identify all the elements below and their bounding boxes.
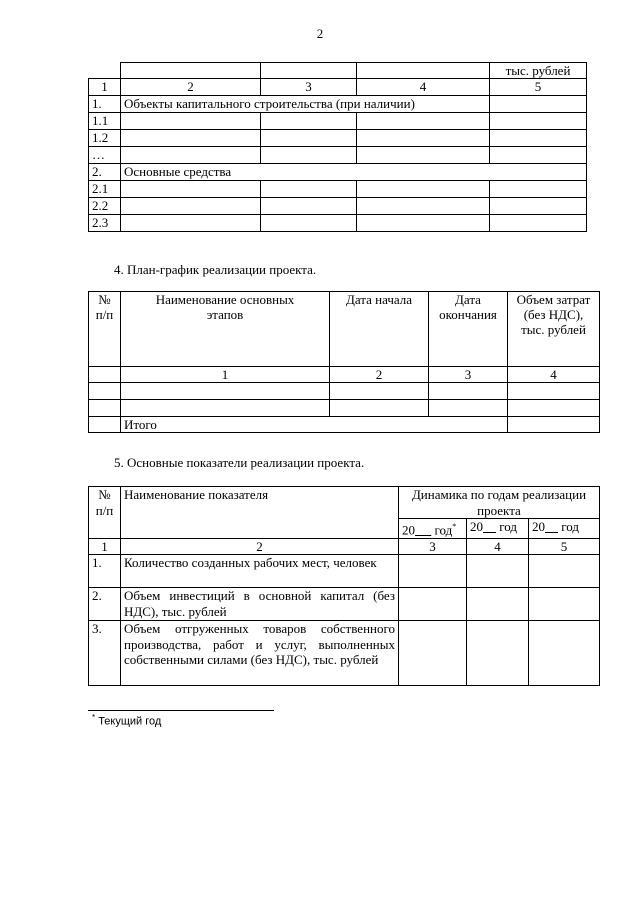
- page-number: 2: [316, 26, 324, 41]
- year-suffix: год: [561, 519, 579, 534]
- year-prefix: 20: [532, 519, 545, 534]
- section-5-heading: 5. Основные показатели реализации проекта.: [114, 455, 365, 470]
- col-num: 1: [89, 79, 121, 96]
- table-row: [89, 96, 587, 113]
- row-name: Основные средства: [121, 164, 587, 181]
- year-suffix: год: [434, 522, 453, 538]
- unit-label: тыс. рублей: [490, 63, 587, 79]
- col-num: 3: [399, 538, 467, 555]
- header-row: [89, 292, 600, 367]
- row-name: Количество созданных рабочих мест, человек: [121, 555, 399, 588]
- unit-row: [89, 63, 587, 79]
- footnote-mark: *: [452, 522, 457, 531]
- col-num: 3: [429, 367, 508, 383]
- column-number-row: [89, 367, 600, 383]
- table-row: [89, 113, 587, 130]
- year-cell: [529, 519, 600, 539]
- column-number-row: [89, 538, 600, 555]
- total-row: [89, 417, 600, 433]
- row-number: 2.: [89, 588, 121, 621]
- col-num: 4: [467, 538, 529, 555]
- header-number: № п/п: [89, 487, 121, 539]
- row-number: …: [89, 147, 121, 164]
- footnote-text: Текущий год: [98, 715, 162, 728]
- year-cell-current: [399, 519, 467, 539]
- table-row: [89, 198, 587, 215]
- column-number-row: [89, 79, 587, 96]
- row-name: Объем инвестиций в основной капитал (без НДС), тыс. рублей: [121, 588, 399, 621]
- row-number: 2.2: [89, 198, 121, 215]
- table-row: [89, 588, 600, 621]
- col-num: 4: [357, 79, 490, 96]
- col-num: 5: [490, 79, 587, 96]
- footnote: [92, 713, 161, 728]
- header-costs: Объем затрат (без НДС), тыс. рублей: [508, 292, 600, 367]
- col-num: 2: [121, 79, 261, 96]
- col-num: 2: [330, 367, 429, 383]
- table-row: [89, 164, 587, 181]
- col-num: 3: [261, 79, 357, 96]
- col-num: 4: [508, 367, 600, 383]
- col-num: 1: [121, 367, 330, 383]
- table-row: [89, 383, 600, 400]
- year-prefix: 20: [402, 522, 415, 538]
- header-dynamics: Динамика по годам реализации проекта: [399, 487, 600, 519]
- cost-table: [88, 62, 587, 232]
- row-number: 2.: [89, 164, 121, 181]
- section-4-heading: 4. План-график реализации проекта.: [114, 262, 317, 277]
- header-start-date: Дата начала: [330, 292, 429, 367]
- schedule-table: [88, 291, 600, 433]
- table-row: [89, 621, 600, 686]
- header-row: [89, 487, 600, 519]
- table-row: [89, 147, 587, 164]
- header-stage-name: Наименование основных этапов: [121, 292, 330, 367]
- row-number: 3.: [89, 621, 121, 686]
- table-row: [89, 181, 587, 198]
- row-number: 2.3: [89, 215, 121, 232]
- row-number: 2.1: [89, 181, 121, 198]
- table-row: [89, 215, 587, 232]
- row-number: 1.: [89, 555, 121, 588]
- footnote-divider: [88, 710, 274, 711]
- year-suffix: год: [499, 519, 517, 534]
- header-indicator-name: Наименование показателя: [121, 487, 399, 539]
- total-label: Итого: [121, 417, 508, 433]
- col-num: 5: [529, 538, 600, 555]
- col-num: 1: [89, 538, 121, 555]
- footnote-mark: *: [92, 713, 96, 722]
- table-row: [89, 130, 587, 147]
- col-num: 2: [121, 538, 399, 555]
- header-end-date: Дата окончания: [429, 292, 508, 367]
- row-name: Объекты капитального строительства (при наличии): [121, 96, 490, 113]
- indicators-table: [88, 486, 600, 686]
- table-row: [89, 400, 600, 417]
- row-number: 1.: [89, 96, 121, 113]
- row-number: 1.1: [89, 113, 121, 130]
- year-prefix: 20: [470, 519, 483, 534]
- table-row: [89, 555, 600, 588]
- header-number: № п/п: [89, 292, 121, 367]
- row-name: Объем отгруженных товаров собственного производства, работ и услуг, выполненных собственными силами (без НДС), тыс. рублей: [121, 621, 399, 686]
- year-cell: [467, 519, 529, 539]
- row-number: 1.2: [89, 130, 121, 147]
